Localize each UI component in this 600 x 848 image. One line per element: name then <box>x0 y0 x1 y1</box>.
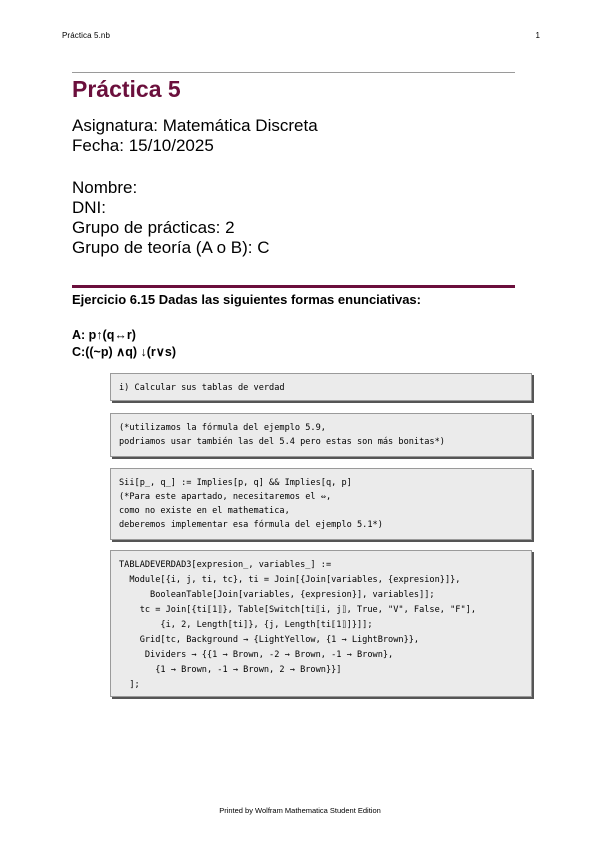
code-line: i) Calcular sus tablas de verdad <box>119 383 285 393</box>
formula-c: C:((~p) ∧q) ↓(r∨s) <box>72 345 177 359</box>
code-line: (*utilizamos la fórmula del ejemplo 5.9, <box>119 423 326 433</box>
code-line: TABLADEVERDAD3[expresion_, variables_] := <box>119 560 332 570</box>
title-divider <box>72 72 515 73</box>
code-line: BooleanTable[Join[variables, {expresion}], variables]]; <box>119 590 435 600</box>
code-line: Grid[tc, Background → {LightYellow, {1 → LightBrown}}, <box>119 635 420 645</box>
input-cell[interactable] <box>110 413 532 457</box>
code-line: (*Para este apartado, necesitaremos el ⇔, <box>119 492 332 502</box>
print-footer: Printed by Wolfram Mathematica Student Edition <box>219 806 381 815</box>
grupo-teoria-text: Grupo de teoría (A o B): C <box>72 238 270 257</box>
code-line: Sii[p_, q_] := Implies[p, q] && Implies[q, p] <box>119 478 352 488</box>
header-filename: Práctica 5.nb <box>62 31 110 40</box>
page-title: Práctica 5 <box>72 76 181 102</box>
section-divider <box>72 285 515 288</box>
nombre-text: Nombre: <box>72 178 138 197</box>
input-cell[interactable] <box>110 468 532 540</box>
code-line: Dividers → {{1 → Brown, -2 → Brown, -1 → Brown}, <box>119 650 394 660</box>
code-line: {1 → Brown, -1 → Brown, 2 → Brown}}] <box>119 665 342 675</box>
fecha-text: Fecha: 15/10/2025 <box>72 136 214 155</box>
grupo-practicas-text: Grupo de prácticas: 2 <box>72 218 235 237</box>
formula-a: A: p↑(q↔r) <box>72 328 136 342</box>
code-line: podriamos usar también las del 5.4 pero estas son más bonitas*) <box>119 437 445 447</box>
header-page-number: 1 <box>535 31 540 40</box>
code-line: {i, 2, Length[ti]}, {j, Length[ti⟦1⟧]}]]; <box>119 620 373 630</box>
input-cell[interactable] <box>110 550 532 697</box>
code-line: deberemos implementar esa fórmula del ejemplo 5.1*) <box>119 520 383 530</box>
code-line: Module[{i, j, ti, tc}, ti = Join[{Join[variables, {expresion}]}, <box>119 575 461 585</box>
dni-text: DNI: <box>72 198 106 217</box>
input-cell[interactable] <box>110 373 532 401</box>
code-line: ]; <box>119 680 140 690</box>
code-line: como no existe en el mathematica, <box>119 506 290 516</box>
exercise-title: Ejercicio 6.15 Dadas las siguientes formas enunciativas: <box>72 292 421 307</box>
asignatura-text: Asignatura: Matemática Discreta <box>72 116 318 135</box>
code-line: tc = Join[{ti⟦1⟧}, Table[Switch[ti⟦i, j⟧, True, "V", False, "F"], <box>119 605 476 615</box>
